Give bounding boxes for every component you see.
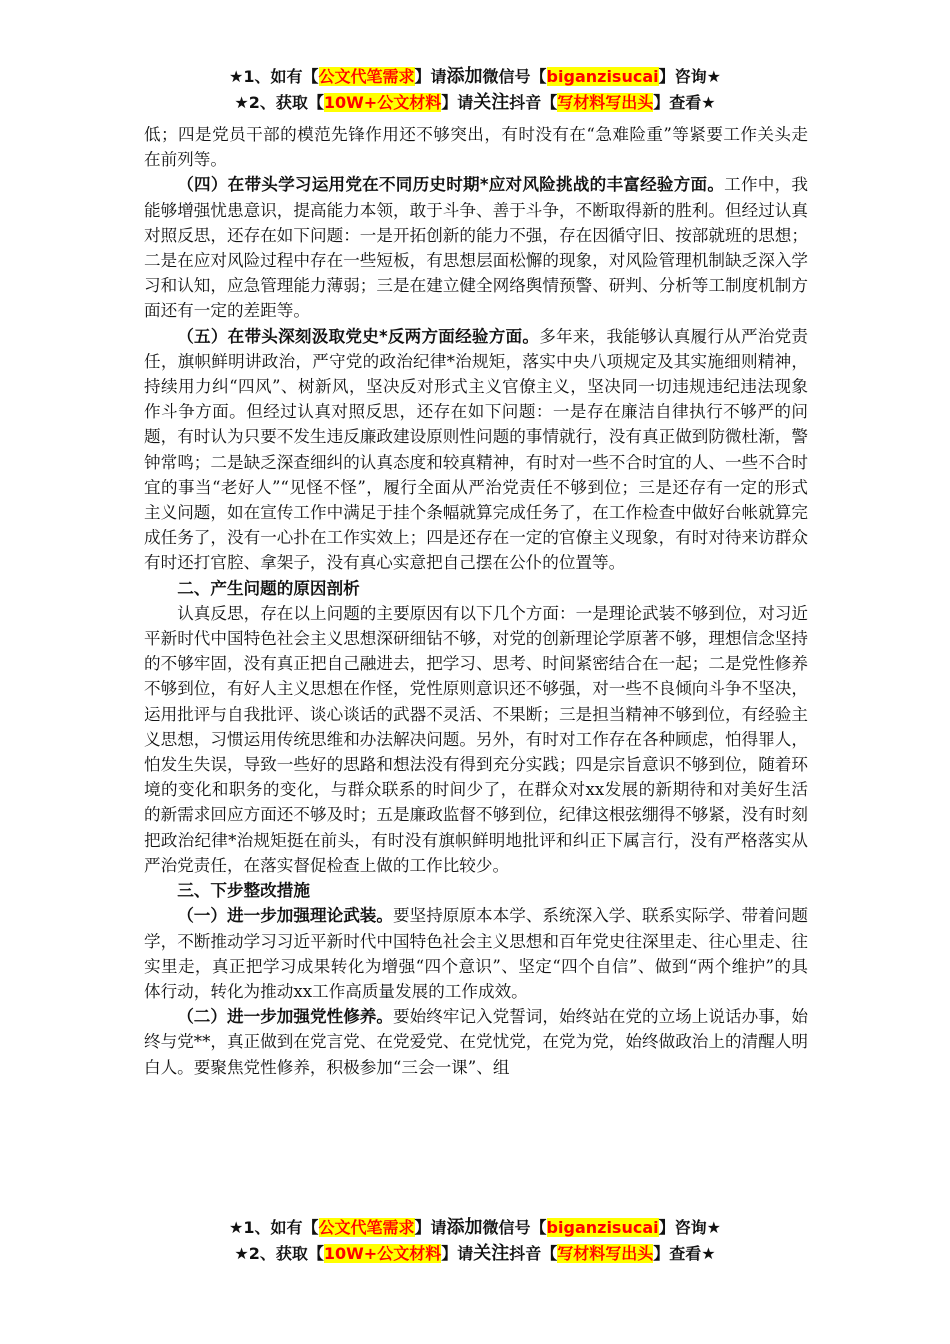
promo-highlight: 10W+公文材料 [323,93,442,112]
promo-line-1: ★1、如有【公文代笔需求】请添加微信号【biganzisucai】咨询★ [229,66,721,87]
promo-highlight: biganzisucai [546,1218,659,1237]
promo-line-1: ★1、如有【公文代笔需求】请添加微信号【biganzisucai】咨询★ [229,1217,721,1238]
promo-line-2: ★2、获取【10W+公文材料】请关注抖音【写材料写出头】查看★ [234,92,716,113]
subsection-heading: （二）进一步加强党性修养。 [177,1007,393,1027]
section-heading: 三、下步整改措施 [177,881,310,901]
document-body [144,122,808,1080]
paragraph: 低；四是党员干部的模范先锋作用还不够突出，有时没有在“急难险重”等紧要工作关头走在前列等。 [144,125,808,170]
footer-promo-banner [0,1215,950,1267]
promo-highlight: 10W+公文材料 [323,1244,442,1263]
promo-highlight: 公文代笔需求 [318,67,415,86]
paragraph: （五）在带头深刻汲取党史*反两方面经验方面。多年来，我能够认真履行从严治党责任，旗帜鲜明讲政治，严守党的政治纪律*治规矩，落实中央八项规定及其实施细则精神，持续用力纠“四风”、树新风，坚决反对形式主义官僚主义，坚决同一切违规违纪违法现象作斗争方面。但经过认真对照反思，还存在如下问题：一是存在廉洁自律执行不够严的问题，有时认为只要不发生违反廉政建设原则性问题的事情就行，没有真正做到防微杜渐，警钟常鸣；二是缺乏深查细纠的认真态度和较真精神，有时对一些不合时宜的人、一些不合时宜的事当“老好人”“见怪不怪”，履行全面从严治党责任不够到位；三是还存有一定的形式主义问题，如在宣传工作中满足于挂个条幅就算完成任务了，在工作检查中做好台帐就算完成任务了，没有一心扑在工作实效上；四是还存在一定的官僚主义现象，有时对待来访群众有时还打官腔、拿架子，没有真心实意把自己摆在公仆的位置等。 [144,326,808,573]
subsection-heading: （一）进一步加强理论武装。 [177,906,393,926]
paragraph: （二）进一步加强党性修养。要始终牢记入党誓词，始终站在党的立场上说话办事，始终与党**，真正做到在党言党、在党爱党、在党忧党，在党为党，始终做政治上的清醒人明白人。要聚焦党性修养，积极参加“三会一课”、组 [144,1007,809,1077]
subsection-heading: （五）在带头深刻汲取党史*反两方面经验方面。 [177,326,540,346]
paragraph: 认真反思，存在以上问题的主要原因有以下几个方面：一是理论武装不够到位，对习近平新时代中国特色社会主义思想深研细钻不够，对党的创新理论学原著不够，理想信念坚持的不够牢固，没有真正把自己融进去，把学习、思考、时间紧密结合在一起；二是党性修养不够到位，有好人主义思想在作怪，党性原则意识还不够强，对一些不良倾向斗争不坚决，运用批评与自我批评、谈心谈话的武器不灵活、不果断；三是担当精神不够到位，有经验主义思想，习惯运用传统思维和办法解决问题。另外，有时对工作存在各种顾虑，怕得罪人，怕发生失误，导致一些好的思路和想法没有得到充分实践；四是宗旨意识不够到位，随着环境的变化和职务的变化，与群众联系的时间少了，在群众对xx发展的新期待和对美好生活的新需求回应方面还不够及时；五是廉政监督不够到位，纪律这根弦绷得不够紧，没有时刻把政治纪律*治规矩挺在前头，有时没有旗帜鲜明地批评和纠正下属言行，没有严格落实从严治党责任，在落实督促检查上做的工作比较少。 [144,603,808,875]
promo-highlight: biganzisucai [546,67,659,86]
promo-line-2: ★2、获取【10W+公文材料】请关注抖音【写材料写出头】查看★ [234,1243,716,1264]
subsection-heading: （四）在带头学习运用党在不同历史时期*应对风险挑战的丰富经验方面。 [177,175,725,195]
paragraph: （一）进一步加强理论武装。要坚持原原本本学、系统深入学、联系实际学、带着问题学，不断推动学习习近平新时代中国特色社会主义思想和百年党史往深里走、往心里走、往实里走，真正把学习成果转化为增强“四个意识”、坚定“四个自信”、做到“两个维护”的具体行动，转化为推动xx工作高质量发展的工作成效。 [144,906,809,1001]
section-heading: 二、产生问题的原因剖析 [177,578,360,598]
promo-highlight: 写材料写出头 [557,1244,654,1263]
header-promo-banner [0,64,950,116]
promo-highlight: 写材料写出头 [557,93,654,112]
paragraph: （四）在带头学习运用党在不同历史时期*应对风险挑战的丰富经验方面。工作中，我能够增强忧患意识，提高能力本领，敢于斗争、善于斗争，不断取得新的胜利。但经过认真对照反思，还存在如下问题：一是开拓创新的能力不强，存在因循守旧、按部就班的思想；二是在应对风险过程中存在一些短板，有思想层面松懈的现象，对风险管理机制缺乏深入学习和认知，应急管理能力薄弱；三是在建立健全网络舆情预警、研判、分析等工制度机制方面还有一定的差距等。 [144,175,808,321]
promo-highlight: 公文代笔需求 [318,1218,415,1237]
